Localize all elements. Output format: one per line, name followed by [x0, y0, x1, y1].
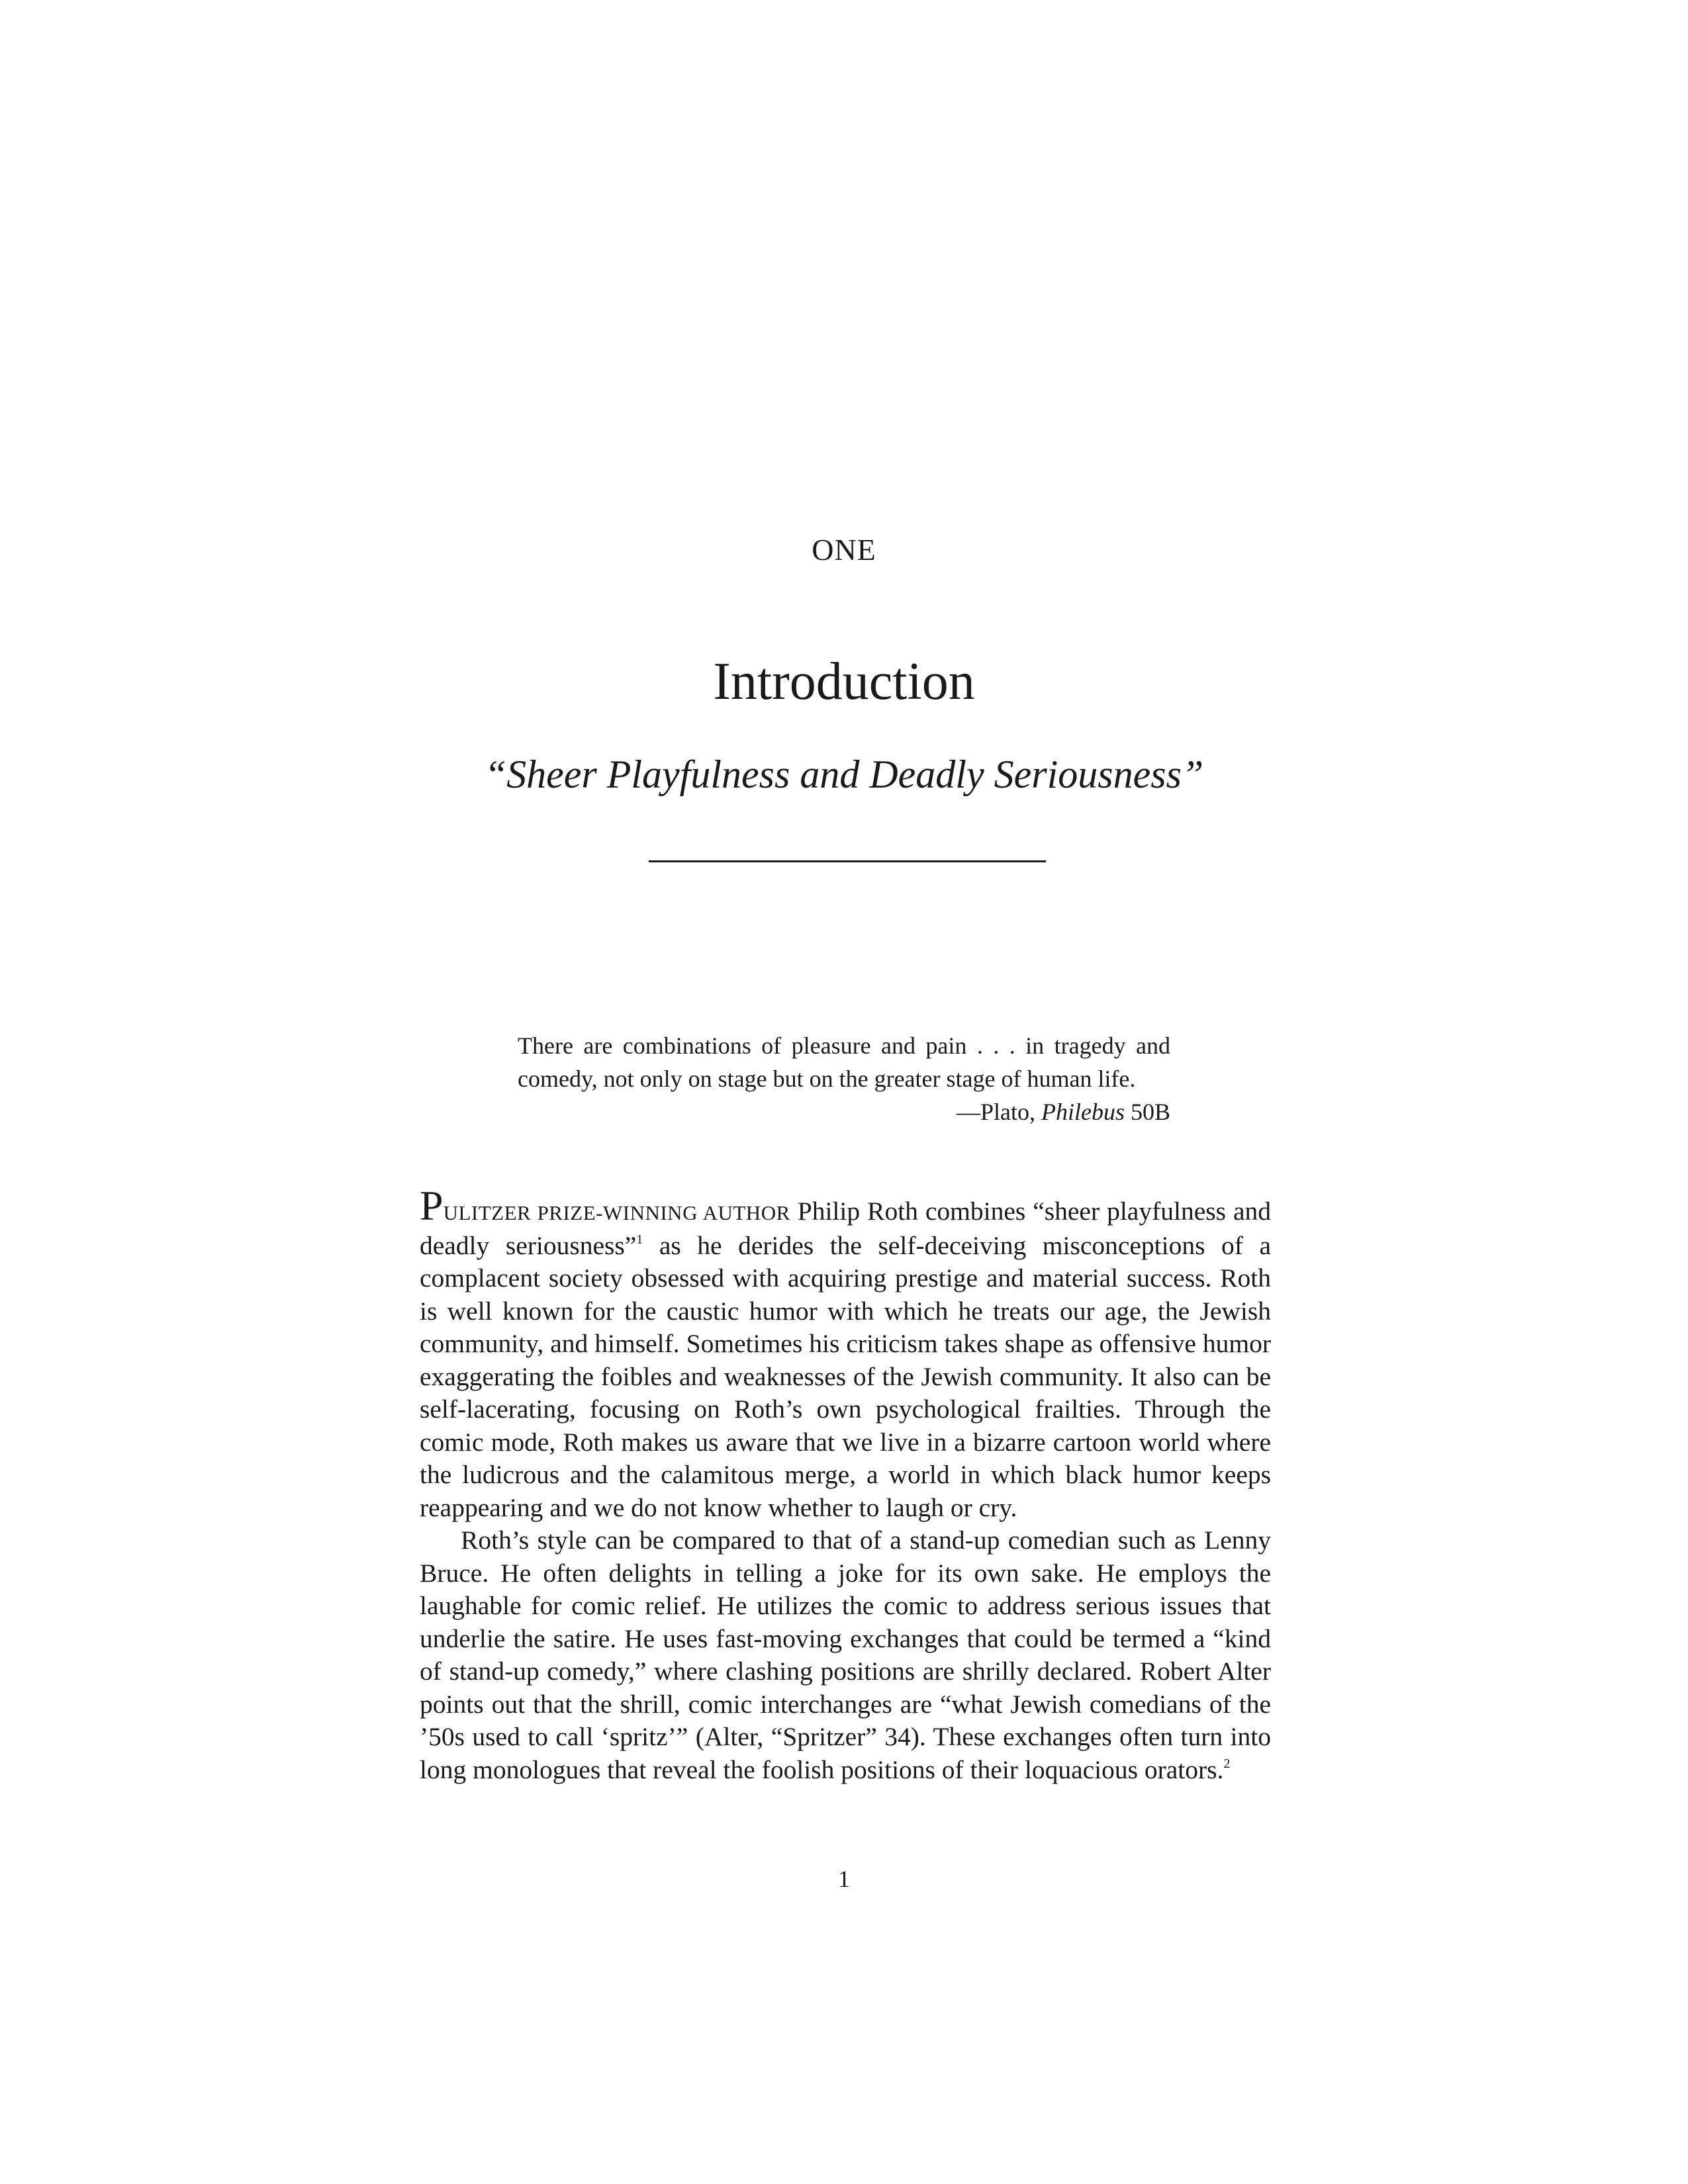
epigraph-attribution — [518, 1095, 1170, 1128]
body-text — [420, 1182, 1271, 1786]
paragraph-2-text: Roth’s style can be compared to that of a stand-up comedian such as Lenny Bruce. He often delights in telling a joke for its own sake. He employs the laughable for comic relief. He utilizes the comic to address serious issues that underlie the satire. He uses fast-moving exchanges that could be termed a “kind of stand-up comedy,” where clashing positions are shrilly declared. Robert Alter points out that the shrill, comic interchanges are “what Jewish comedians of the ’50s used to call ‘spritz’” (Alter, “Spritzer” 34). These exchanges often turn into long monologues that reveal the foolish positions of their loquacious orators. — [420, 1525, 1271, 1784]
footnote-ref-2[interactable]: 2 — [1223, 1756, 1231, 1771]
epigraph — [518, 1029, 1170, 1128]
paragraph-1 — [420, 1182, 1271, 1524]
chapter-number: ONE — [812, 533, 876, 567]
chapter-subtitle: “Sheer Playfulness and Deadly Seriousness” — [484, 752, 1204, 796]
epigraph-attribution-work: Philebus — [1041, 1099, 1125, 1125]
footnote-ref-1[interactable]: 1 — [636, 1232, 643, 1247]
paragraph-1-text-b: as he derides the self-deceiving misconceptions of a complacent society obsessed with acquiring prestige and material success. Roth is well known for the caustic humor with which he treats our age, the Jewish community, and himself. Sometimes his criticism takes shape as offensive humor exaggerating the foibles and weaknesses of the Jewish community. It also can be self-lacerating, focusing on Roth’s own psychological frailties. Through the comic mode, Roth makes us aware that we live in a bizarre cartoon world where the ludicrous and the calamitous merge, a world in which black humor keeps reappearing and we do not know whether to laugh or cry. — [420, 1230, 1271, 1522]
drop-cap: P — [420, 1182, 444, 1229]
title-divider-rule — [649, 860, 1046, 862]
paragraph-2 — [420, 1524, 1271, 1786]
paragraph-1-text-a: Philip Roth combines “sheer playfulness and deadly seriousness” — [420, 1197, 1271, 1260]
opening-smallcaps: ULITZER PRIZE-WINNING AUTHOR — [443, 1201, 790, 1224]
chapter-title: Introduction — [713, 653, 975, 711]
page-number: 1 — [838, 1866, 850, 1892]
epigraph-attribution-prefix: —Plato, — [956, 1099, 1041, 1125]
epigraph-quote: There are combinations of pleasure and pain . . . in tragedy and comedy, not only on stage but on the greater stage of human life. — [518, 1032, 1170, 1092]
epigraph-attribution-suffix: 50B — [1124, 1099, 1170, 1125]
